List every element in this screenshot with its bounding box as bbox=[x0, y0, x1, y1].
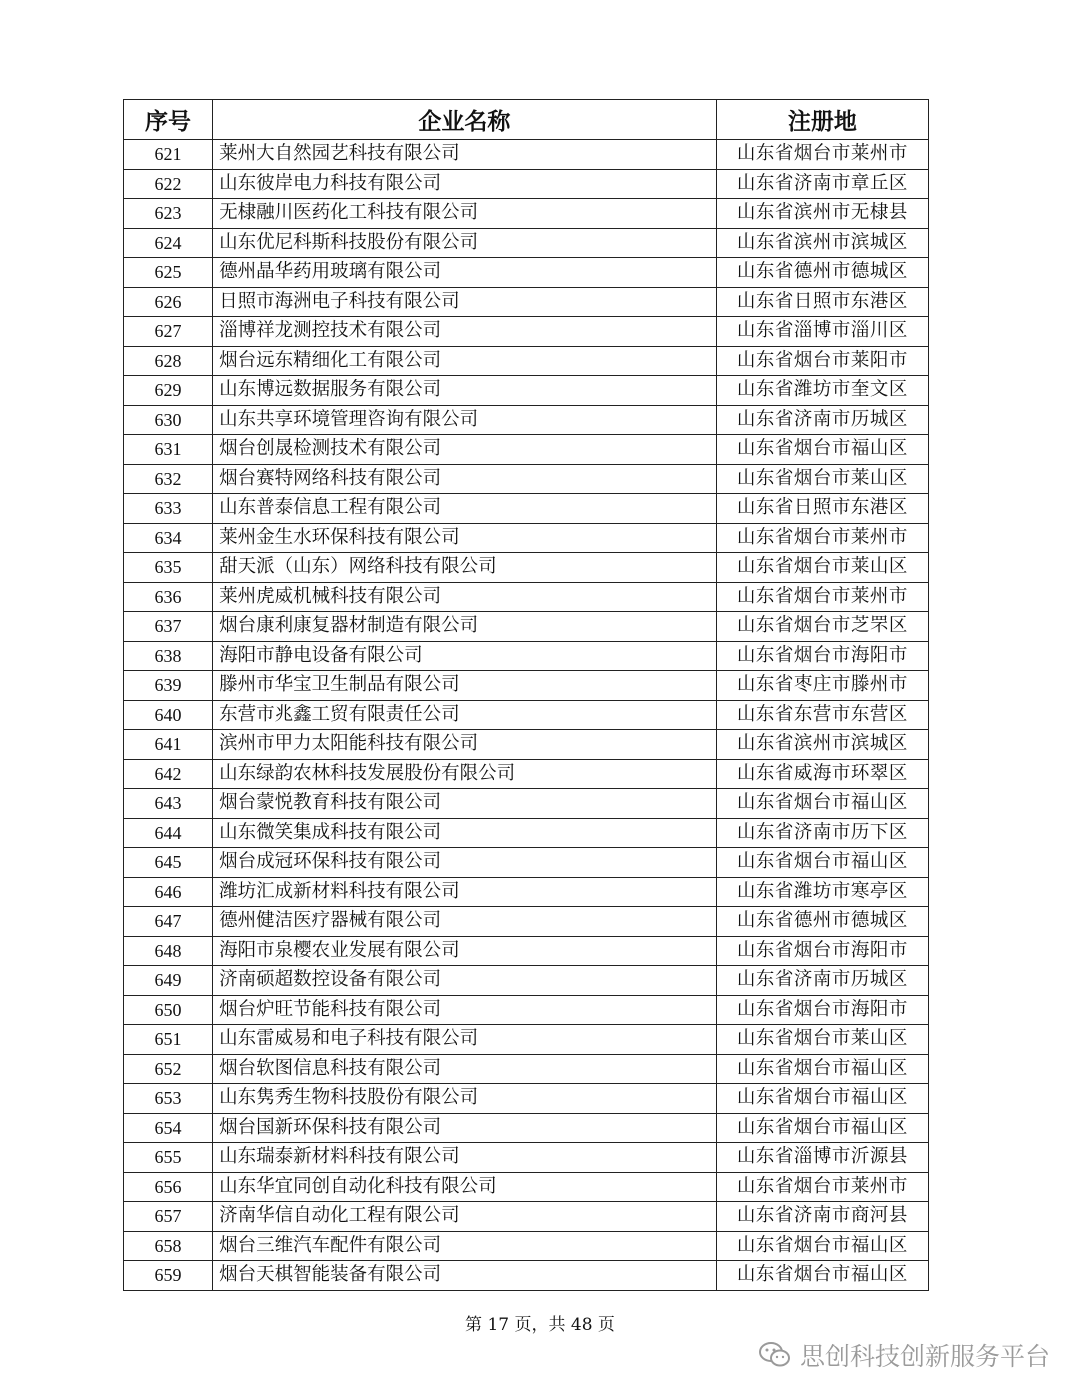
company-name-cell: 山东隽秀生物科技股份有限公司 bbox=[213, 1084, 717, 1114]
table-row bbox=[124, 405, 929, 435]
serial-number-cell: 639 bbox=[124, 671, 213, 701]
company-name-cell: 山东优尼科斯科技股份有限公司 bbox=[213, 228, 717, 258]
company-name-cell: 东营市兆鑫工贸有限责任公司 bbox=[213, 700, 717, 730]
company-name-cell: 甜天派（山东）网络科技有限公司 bbox=[213, 553, 717, 583]
watermark bbox=[758, 1335, 1050, 1375]
registered-location-cell: 山东省滨州市无棣县 bbox=[716, 199, 928, 229]
table-row bbox=[124, 523, 929, 553]
registered-location-cell: 山东省威海市环翠区 bbox=[716, 759, 928, 789]
table-row bbox=[124, 995, 929, 1025]
table-row bbox=[124, 1084, 929, 1114]
company-name-cell: 滨州市甲力太阳能科技有限公司 bbox=[213, 730, 717, 760]
company-name-cell: 烟台蒙悦教育科技有限公司 bbox=[213, 789, 717, 819]
table-row bbox=[124, 287, 929, 317]
registered-location-cell: 山东省潍坊市寒亭区 bbox=[716, 877, 928, 907]
company-name-cell: 烟台炉旺节能科技有限公司 bbox=[213, 995, 717, 1025]
page-number-footer: 第 17 页，共 48 页 bbox=[465, 1315, 615, 1335]
serial-number-cell: 624 bbox=[124, 228, 213, 258]
serial-number-cell: 649 bbox=[124, 966, 213, 996]
serial-number-cell: 623 bbox=[124, 199, 213, 229]
serial-number-cell: 635 bbox=[124, 553, 213, 583]
serial-number-cell: 658 bbox=[124, 1231, 213, 1261]
table-row bbox=[124, 435, 929, 465]
company-name-cell: 烟台远东精细化工有限公司 bbox=[213, 346, 717, 376]
company-name-cell: 淄博祥龙测控技术有限公司 bbox=[213, 317, 717, 347]
company-name-cell: 山东普泰信息工程有限公司 bbox=[213, 494, 717, 524]
registered-location-cell: 山东省日照市东港区 bbox=[716, 287, 928, 317]
company-name-cell: 济南硕超数控设备有限公司 bbox=[213, 966, 717, 996]
serial-number-cell: 657 bbox=[124, 1202, 213, 1232]
serial-number-cell: 653 bbox=[124, 1084, 213, 1114]
watermark-text: 思创科技创新服务平台 bbox=[799, 1342, 1050, 1371]
table-row bbox=[124, 228, 929, 258]
serial-number-cell: 631 bbox=[124, 435, 213, 465]
company-name-cell: 山东雷威易和电子科技有限公司 bbox=[213, 1025, 717, 1055]
registered-location-cell: 山东省淄博市淄川区 bbox=[716, 317, 928, 347]
registered-location-cell: 山东省潍坊市奎文区 bbox=[716, 376, 928, 406]
table-row bbox=[124, 877, 929, 907]
serial-number-cell: 627 bbox=[124, 317, 213, 347]
registered-location-cell: 山东省烟台市福山区 bbox=[716, 1231, 928, 1261]
registered-location-cell: 山东省烟台市莱州市 bbox=[716, 1172, 928, 1202]
table-row bbox=[124, 1231, 929, 1261]
registered-location-cell: 山东省烟台市莱山区 bbox=[716, 1025, 928, 1055]
registered-location-cell: 山东省济南市历城区 bbox=[716, 966, 928, 996]
registered-location-cell: 山东省烟台市福山区 bbox=[716, 1054, 928, 1084]
serial-number-cell: 646 bbox=[124, 877, 213, 907]
table-row bbox=[124, 199, 929, 229]
registered-location-cell: 山东省烟台市福山区 bbox=[716, 1261, 928, 1291]
serial-number-cell: 638 bbox=[124, 641, 213, 671]
table-row bbox=[124, 1113, 929, 1143]
registered-location-cell: 山东省德州市德城区 bbox=[716, 907, 928, 937]
serial-number-cell: 643 bbox=[124, 789, 213, 819]
table-row bbox=[124, 848, 929, 878]
company-name-cell: 德州健洁医疗器械有限公司 bbox=[213, 907, 717, 937]
table-row bbox=[124, 1172, 929, 1202]
table-row bbox=[124, 258, 929, 288]
serial-number-cell: 632 bbox=[124, 464, 213, 494]
registered-location-cell: 山东省济南市历下区 bbox=[716, 818, 928, 848]
table-row bbox=[124, 907, 929, 937]
company-name-cell: 德州晶华药用玻璃有限公司 bbox=[213, 258, 717, 288]
serial-number-cell: 637 bbox=[124, 612, 213, 642]
company-table bbox=[123, 99, 929, 1291]
serial-number-cell: 655 bbox=[124, 1143, 213, 1173]
company-name-cell: 莱州虎威机械科技有限公司 bbox=[213, 582, 717, 612]
serial-number-cell: 634 bbox=[124, 523, 213, 553]
company-name-cell: 烟台软图信息科技有限公司 bbox=[213, 1054, 717, 1084]
table-row bbox=[124, 641, 929, 671]
table-row bbox=[124, 671, 929, 701]
serial-number-cell: 645 bbox=[124, 848, 213, 878]
serial-number-cell: 641 bbox=[124, 730, 213, 760]
company-name-cell: 山东共享环境管理咨询有限公司 bbox=[213, 405, 717, 435]
company-name-cell: 莱州大自然园艺科技有限公司 bbox=[213, 140, 717, 170]
registered-location-cell: 山东省烟台市海阳市 bbox=[716, 995, 928, 1025]
table-row bbox=[124, 818, 929, 848]
table-row bbox=[124, 582, 929, 612]
registered-location-cell: 山东省济南市历城区 bbox=[716, 405, 928, 435]
table-header-row bbox=[124, 100, 929, 140]
table-row bbox=[124, 464, 929, 494]
serial-number-cell: 640 bbox=[124, 700, 213, 730]
registered-location-cell: 山东省济南市商河县 bbox=[716, 1202, 928, 1232]
company-name-cell: 日照市海洲电子科技有限公司 bbox=[213, 287, 717, 317]
table-row bbox=[124, 1261, 929, 1291]
table-row bbox=[124, 1143, 929, 1173]
company-name-cell: 海阳市静电设备有限公司 bbox=[213, 641, 717, 671]
registered-location-cell: 山东省烟台市福山区 bbox=[716, 1084, 928, 1114]
table-row bbox=[124, 376, 929, 406]
table-row bbox=[124, 346, 929, 376]
registered-location-cell: 山东省济南市章丘区 bbox=[716, 169, 928, 199]
registered-location-cell: 山东省滨州市滨城区 bbox=[716, 228, 928, 258]
registered-location-cell: 山东省烟台市莱州市 bbox=[716, 523, 928, 553]
serial-number-cell: 650 bbox=[124, 995, 213, 1025]
table-row bbox=[124, 936, 929, 966]
company-name-cell: 无棣融川医药化工科技有限公司 bbox=[213, 199, 717, 229]
serial-number-cell: 622 bbox=[124, 169, 213, 199]
serial-number-cell: 656 bbox=[124, 1172, 213, 1202]
company-name-cell: 烟台国新环保科技有限公司 bbox=[213, 1113, 717, 1143]
table-row bbox=[124, 140, 929, 170]
registered-location-cell: 山东省枣庄市滕州市 bbox=[716, 671, 928, 701]
serial-number-cell: 644 bbox=[124, 818, 213, 848]
serial-number-cell: 647 bbox=[124, 907, 213, 937]
registered-location-cell: 山东省烟台市芝罘区 bbox=[716, 612, 928, 642]
registered-location-cell: 山东省烟台市海阳市 bbox=[716, 641, 928, 671]
registered-location-cell: 山东省东营市东营区 bbox=[716, 700, 928, 730]
company-name-cell: 潍坊汇成新材料科技有限公司 bbox=[213, 877, 717, 907]
registered-location-cell: 山东省烟台市莱州市 bbox=[716, 582, 928, 612]
registered-location-cell: 山东省烟台市莱山区 bbox=[716, 553, 928, 583]
table-row bbox=[124, 966, 929, 996]
registered-location-cell: 山东省滨州市滨城区 bbox=[716, 730, 928, 760]
company-name-cell: 济南华信自动化工程有限公司 bbox=[213, 1202, 717, 1232]
registered-location-cell: 山东省日照市东港区 bbox=[716, 494, 928, 524]
serial-number-cell: 626 bbox=[124, 287, 213, 317]
header-registered-location: 注册地 bbox=[716, 100, 928, 140]
serial-number-cell: 628 bbox=[124, 346, 213, 376]
table-row bbox=[124, 612, 929, 642]
table-row bbox=[124, 169, 929, 199]
company-name-cell: 烟台三维汽车配件有限公司 bbox=[213, 1231, 717, 1261]
serial-number-cell: 651 bbox=[124, 1025, 213, 1055]
table-row bbox=[124, 317, 929, 347]
company-name-cell: 山东彼岸电力科技有限公司 bbox=[213, 169, 717, 199]
table-row bbox=[124, 730, 929, 760]
serial-number-cell: 642 bbox=[124, 759, 213, 789]
company-name-cell: 山东博远数据服务有限公司 bbox=[213, 376, 717, 406]
serial-number-cell: 652 bbox=[124, 1054, 213, 1084]
registered-location-cell: 山东省烟台市莱州市 bbox=[716, 140, 928, 170]
serial-number-cell: 633 bbox=[124, 494, 213, 524]
company-name-cell: 莱州金生水环保科技有限公司 bbox=[213, 523, 717, 553]
table-row bbox=[124, 494, 929, 524]
serial-number-cell: 630 bbox=[124, 405, 213, 435]
table-row bbox=[124, 789, 929, 819]
table-row bbox=[124, 700, 929, 730]
table-row bbox=[124, 759, 929, 789]
registered-location-cell: 山东省烟台市福山区 bbox=[716, 435, 928, 465]
table-body bbox=[124, 140, 929, 1291]
serial-number-cell: 629 bbox=[124, 376, 213, 406]
company-name-cell: 烟台康利康复器材制造有限公司 bbox=[213, 612, 717, 642]
registered-location-cell: 山东省烟台市莱山区 bbox=[716, 464, 928, 494]
company-name-cell: 山东华宜同创自动化科技有限公司 bbox=[213, 1172, 717, 1202]
serial-number-cell: 648 bbox=[124, 936, 213, 966]
table-row bbox=[124, 553, 929, 583]
company-name-cell: 海阳市泉樱农业发展有限公司 bbox=[213, 936, 717, 966]
company-name-cell: 山东微笑集成科技有限公司 bbox=[213, 818, 717, 848]
registered-location-cell: 山东省烟台市莱阳市 bbox=[716, 346, 928, 376]
table-row bbox=[124, 1202, 929, 1232]
serial-number-cell: 659 bbox=[124, 1261, 213, 1291]
company-name-cell: 烟台成冠环保科技有限公司 bbox=[213, 848, 717, 878]
registered-location-cell: 山东省烟台市福山区 bbox=[716, 1113, 928, 1143]
table-row bbox=[124, 1025, 929, 1055]
registered-location-cell: 山东省淄博市沂源县 bbox=[716, 1143, 928, 1173]
company-name-cell: 烟台赛特网络科技有限公司 bbox=[213, 464, 717, 494]
company-name-cell: 烟台创晟检测技术有限公司 bbox=[213, 435, 717, 465]
table-row bbox=[124, 1054, 929, 1084]
header-company-name: 企业名称 bbox=[213, 100, 717, 140]
registered-location-cell: 山东省烟台市福山区 bbox=[716, 789, 928, 819]
registered-location-cell: 山东省烟台市福山区 bbox=[716, 848, 928, 878]
wechat-icon bbox=[758, 1340, 792, 1370]
registered-location-cell: 山东省德州市德城区 bbox=[716, 258, 928, 288]
company-name-cell: 山东绿韵农林科技发展股份有限公司 bbox=[213, 759, 717, 789]
header-serial-number: 序号 bbox=[124, 100, 213, 140]
company-name-cell: 滕州市华宝卫生制品有限公司 bbox=[213, 671, 717, 701]
company-name-cell: 山东瑞泰新材料科技有限公司 bbox=[213, 1143, 717, 1173]
company-name-cell: 烟台天棋智能装备有限公司 bbox=[213, 1261, 717, 1291]
serial-number-cell: 625 bbox=[124, 258, 213, 288]
serial-number-cell: 621 bbox=[124, 140, 213, 170]
registered-location-cell: 山东省烟台市海阳市 bbox=[716, 936, 928, 966]
serial-number-cell: 654 bbox=[124, 1113, 213, 1143]
serial-number-cell: 636 bbox=[124, 582, 213, 612]
